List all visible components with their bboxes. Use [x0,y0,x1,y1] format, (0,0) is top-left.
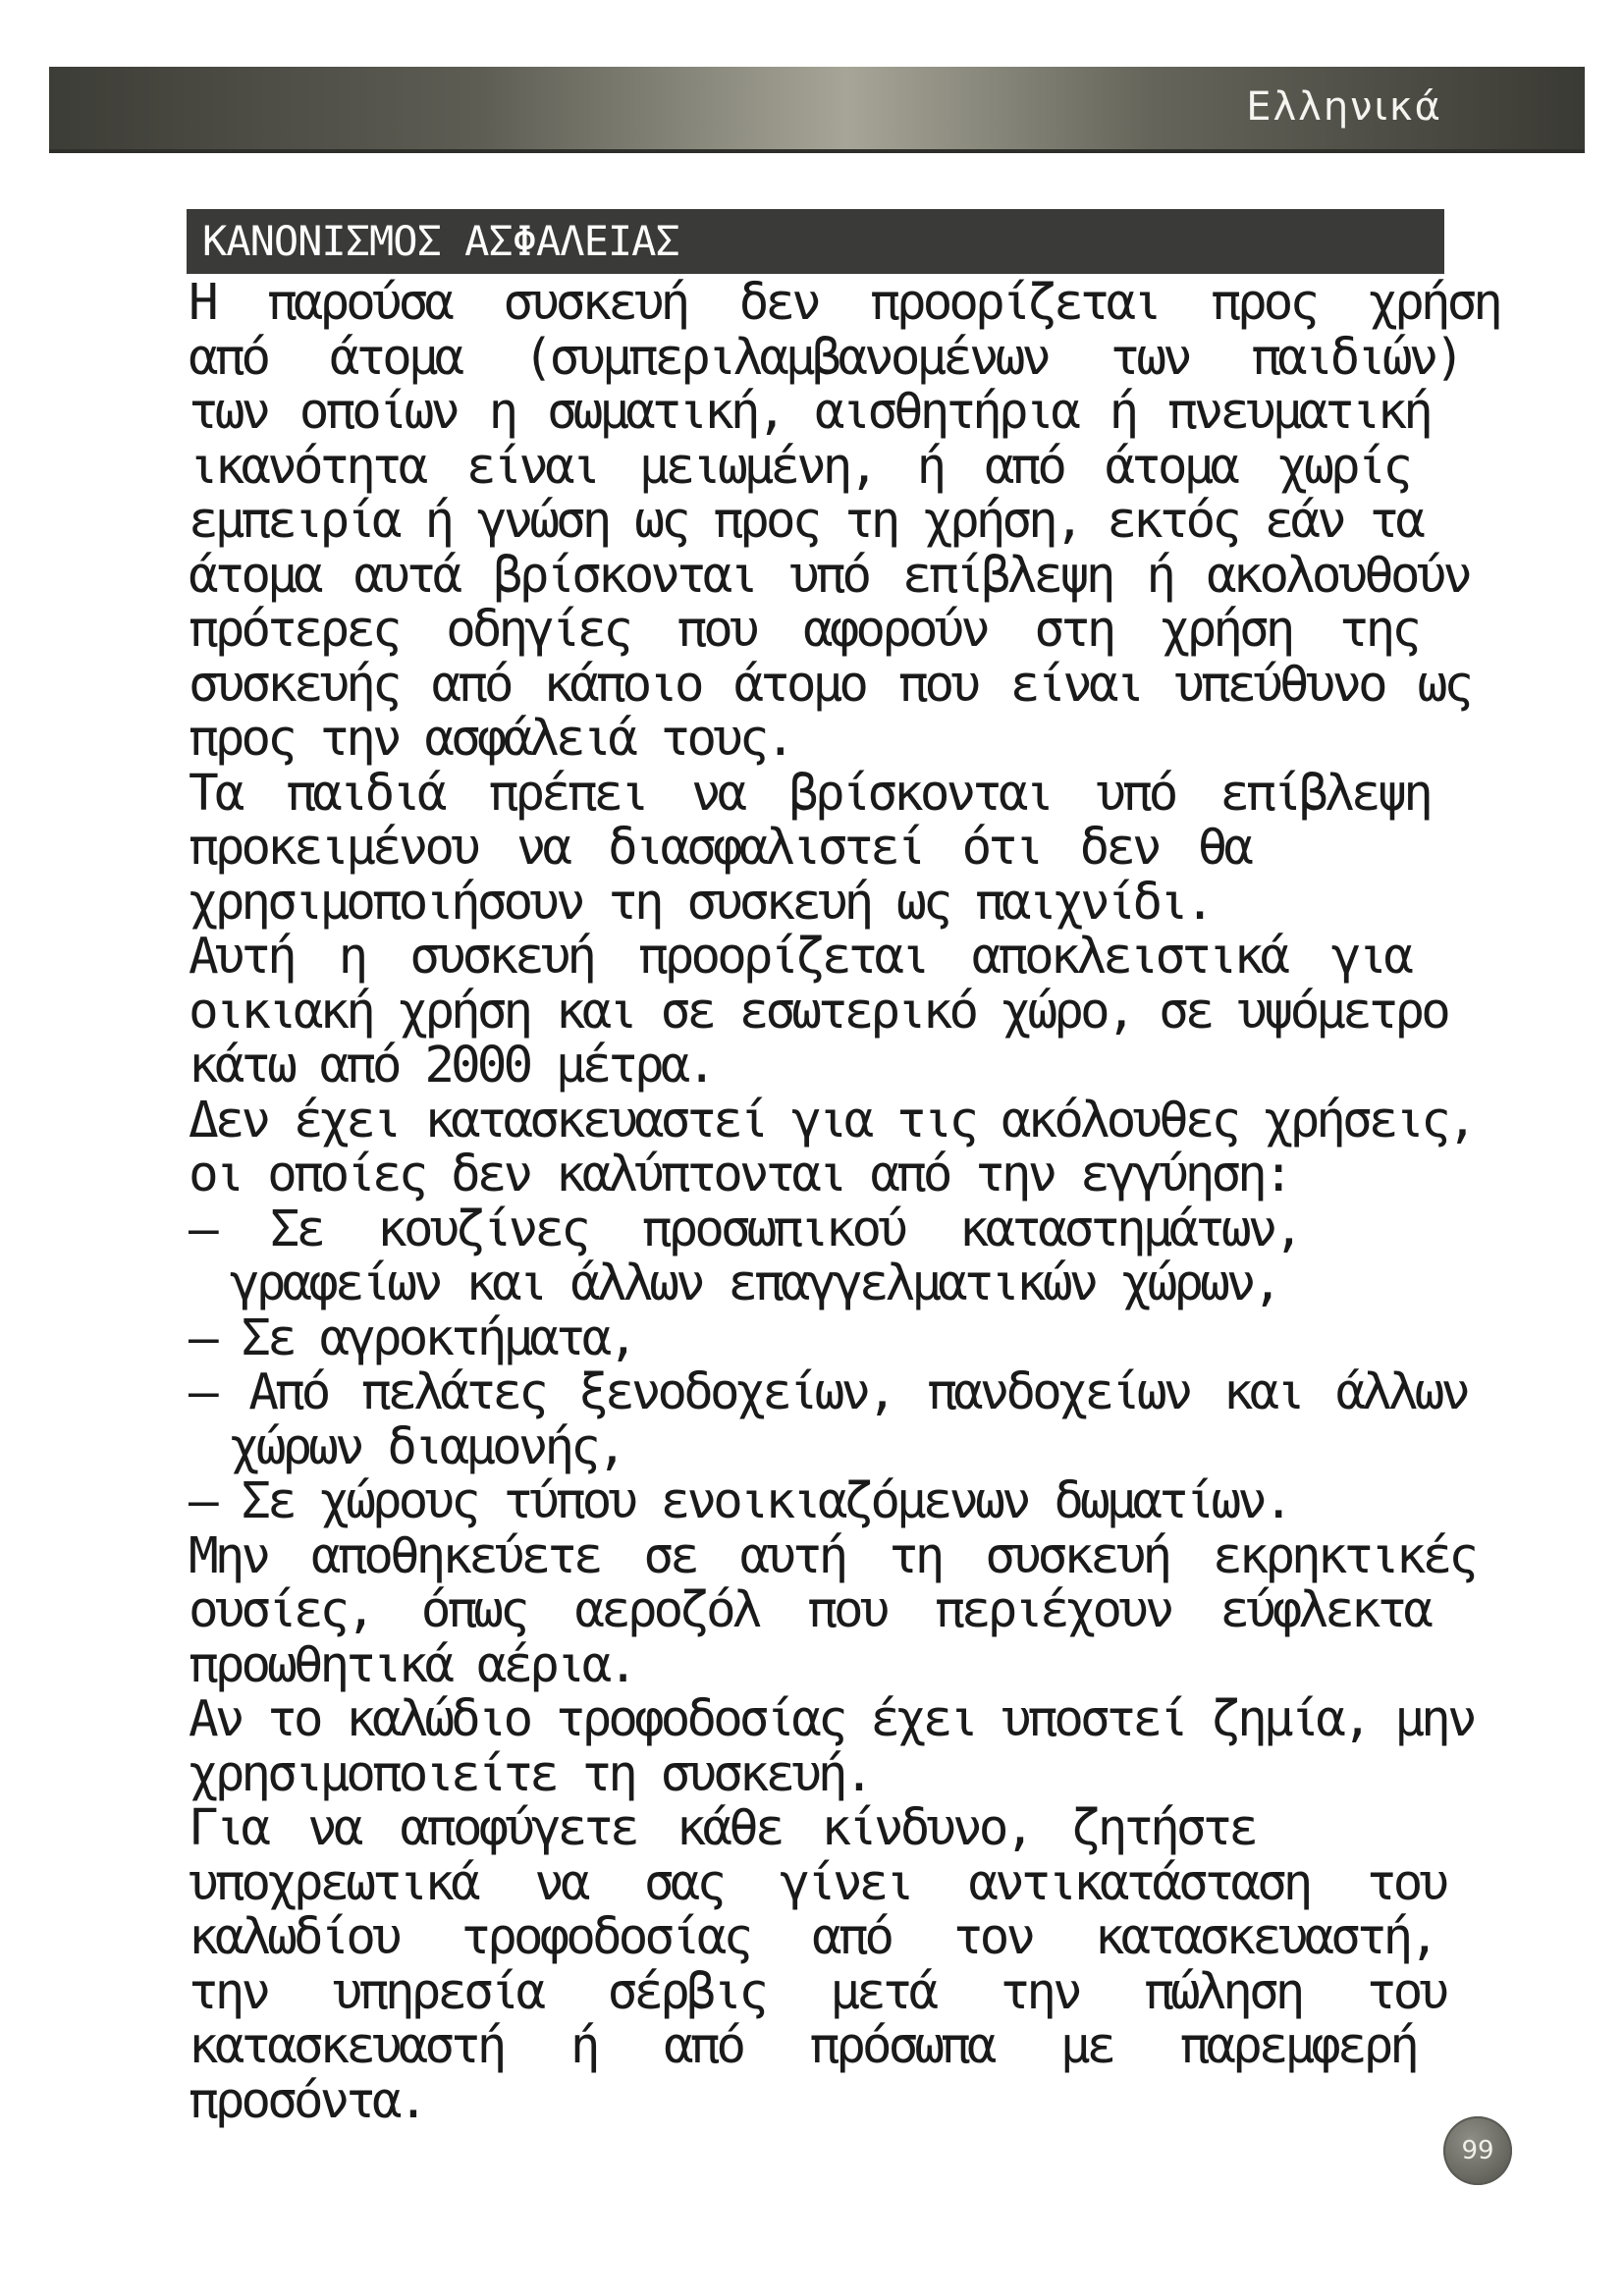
text-line: χρησιμοποιείτε τη συσκευή. [189,1744,871,1803]
text-line: κατασκευαστή ή από πρόσωπα με παρεμφερή [189,2017,1416,2075]
text-line: ουσίες, όπως αεροζόλ που περιέχουν εύφλεκτα [189,1581,1430,1639]
text-line: Η παρούσα συσκευή δεν προορίζεται προς χρήση [189,274,1499,332]
text-line: – Από πελάτες ξενοδοχείων, πανδοχείων και άλλων [189,1363,1467,1421]
text-line: εμπειρία ή γνώση ως προς τη χρήση, εκτός εάν τα [189,492,1422,550]
text-line: – Σε αγροκτήματα, [189,1308,634,1367]
text-line: προκειμένου να διασφαλιστεί ότι δεν θα [189,819,1250,877]
text-line: των οποίων η σωματική, αισθητήρια ή πνευματική [189,383,1430,441]
text-line: Για να αποφύγετε κάθε κίνδυνο, ζητήστε [189,1799,1255,1857]
text-line: Τα παιδιά πρέπει να βρίσκονται υπό επίβλεψη [189,764,1430,823]
text-line: χώρων διαμονής, [230,1417,623,1476]
text-line: οι οποίες δεν καλύπτονται από την εγγύηση: [189,1146,1290,1203]
text-line: Αυτή η συσκευή προορίζεται αποκλειστικά για [189,928,1410,986]
text-line: – Σε κουζίνες προσωπικού καταστημάτων, [189,1200,1300,1258]
text-line: κάτω από 2000 μέτρα. [189,1037,714,1095]
text-line: συσκευής από κάποιο άτομο που είναι υπεύθυνο ως [189,655,1470,714]
text-line: Δεν έχει κατασκευαστεί για τις ακόλουθες χρήσεις, [189,1091,1474,1149]
page-number-badge: 99 [1443,2116,1512,2185]
text-line: γραφείων και άλλων επαγγελματικών χώρων, [230,1255,1279,1312]
safety-body-text [189,276,1514,2128]
text-line: την υπηρεσία σέρβις μετά την πώληση του [189,1962,1445,2021]
text-line: Αν το καλώδιο τροφοδοσίας έχει υποστεί ζημία, μην [189,1690,1474,1748]
text-line: πρότερες οδηγίες που αφορούν στη χρήση της [189,601,1418,659]
text-line: οικιακή χρήση και σε εσωτερικό χώρο, σε υψόμετρο [189,982,1447,1041]
text-line: προσόντα. [189,2071,425,2130]
text-line: – Σε χώρους τύπου ενοικιαζόμενων δωματίων. [189,1472,1290,1530]
section-title-bar [187,209,1444,274]
text-line: χρησιμοποιήσουν τη συσκευή ως παιχνίδι. [189,873,1212,932]
text-line: Μην αποθηκεύετε σε αυτή τη συσκευή εκρηκτικές [189,1526,1475,1585]
text-line: καλωδίου τροφοδοσίας από τον κατασκευαστή, [189,1908,1435,1966]
language-label: Ελληνικά [1246,84,1442,130]
text-line: ικανότητα είναι μειωμένη, ή από άτομα χωρίς [189,437,1409,496]
text-line: από άτομα (συμπεριλαμβανομένων των παιδιών) [189,328,1461,387]
text-line: προωθητικά αέρια. [189,1635,634,1694]
text-line: υποχρεωτικά να σας γίνει αντικατάσταση του [189,1853,1445,1912]
text-line: προς την ασφάλειά τους. [189,710,792,768]
section-title: ΚΑΝΟΝΙΣΜΟΣ ΑΣΦΑΛΕΙΑΣ [202,217,679,265]
language-header-bar [49,67,1585,153]
text-line: άτομα αυτά βρίσκονται υπό επίβλεψη ή ακολουθούν [189,546,1469,605]
